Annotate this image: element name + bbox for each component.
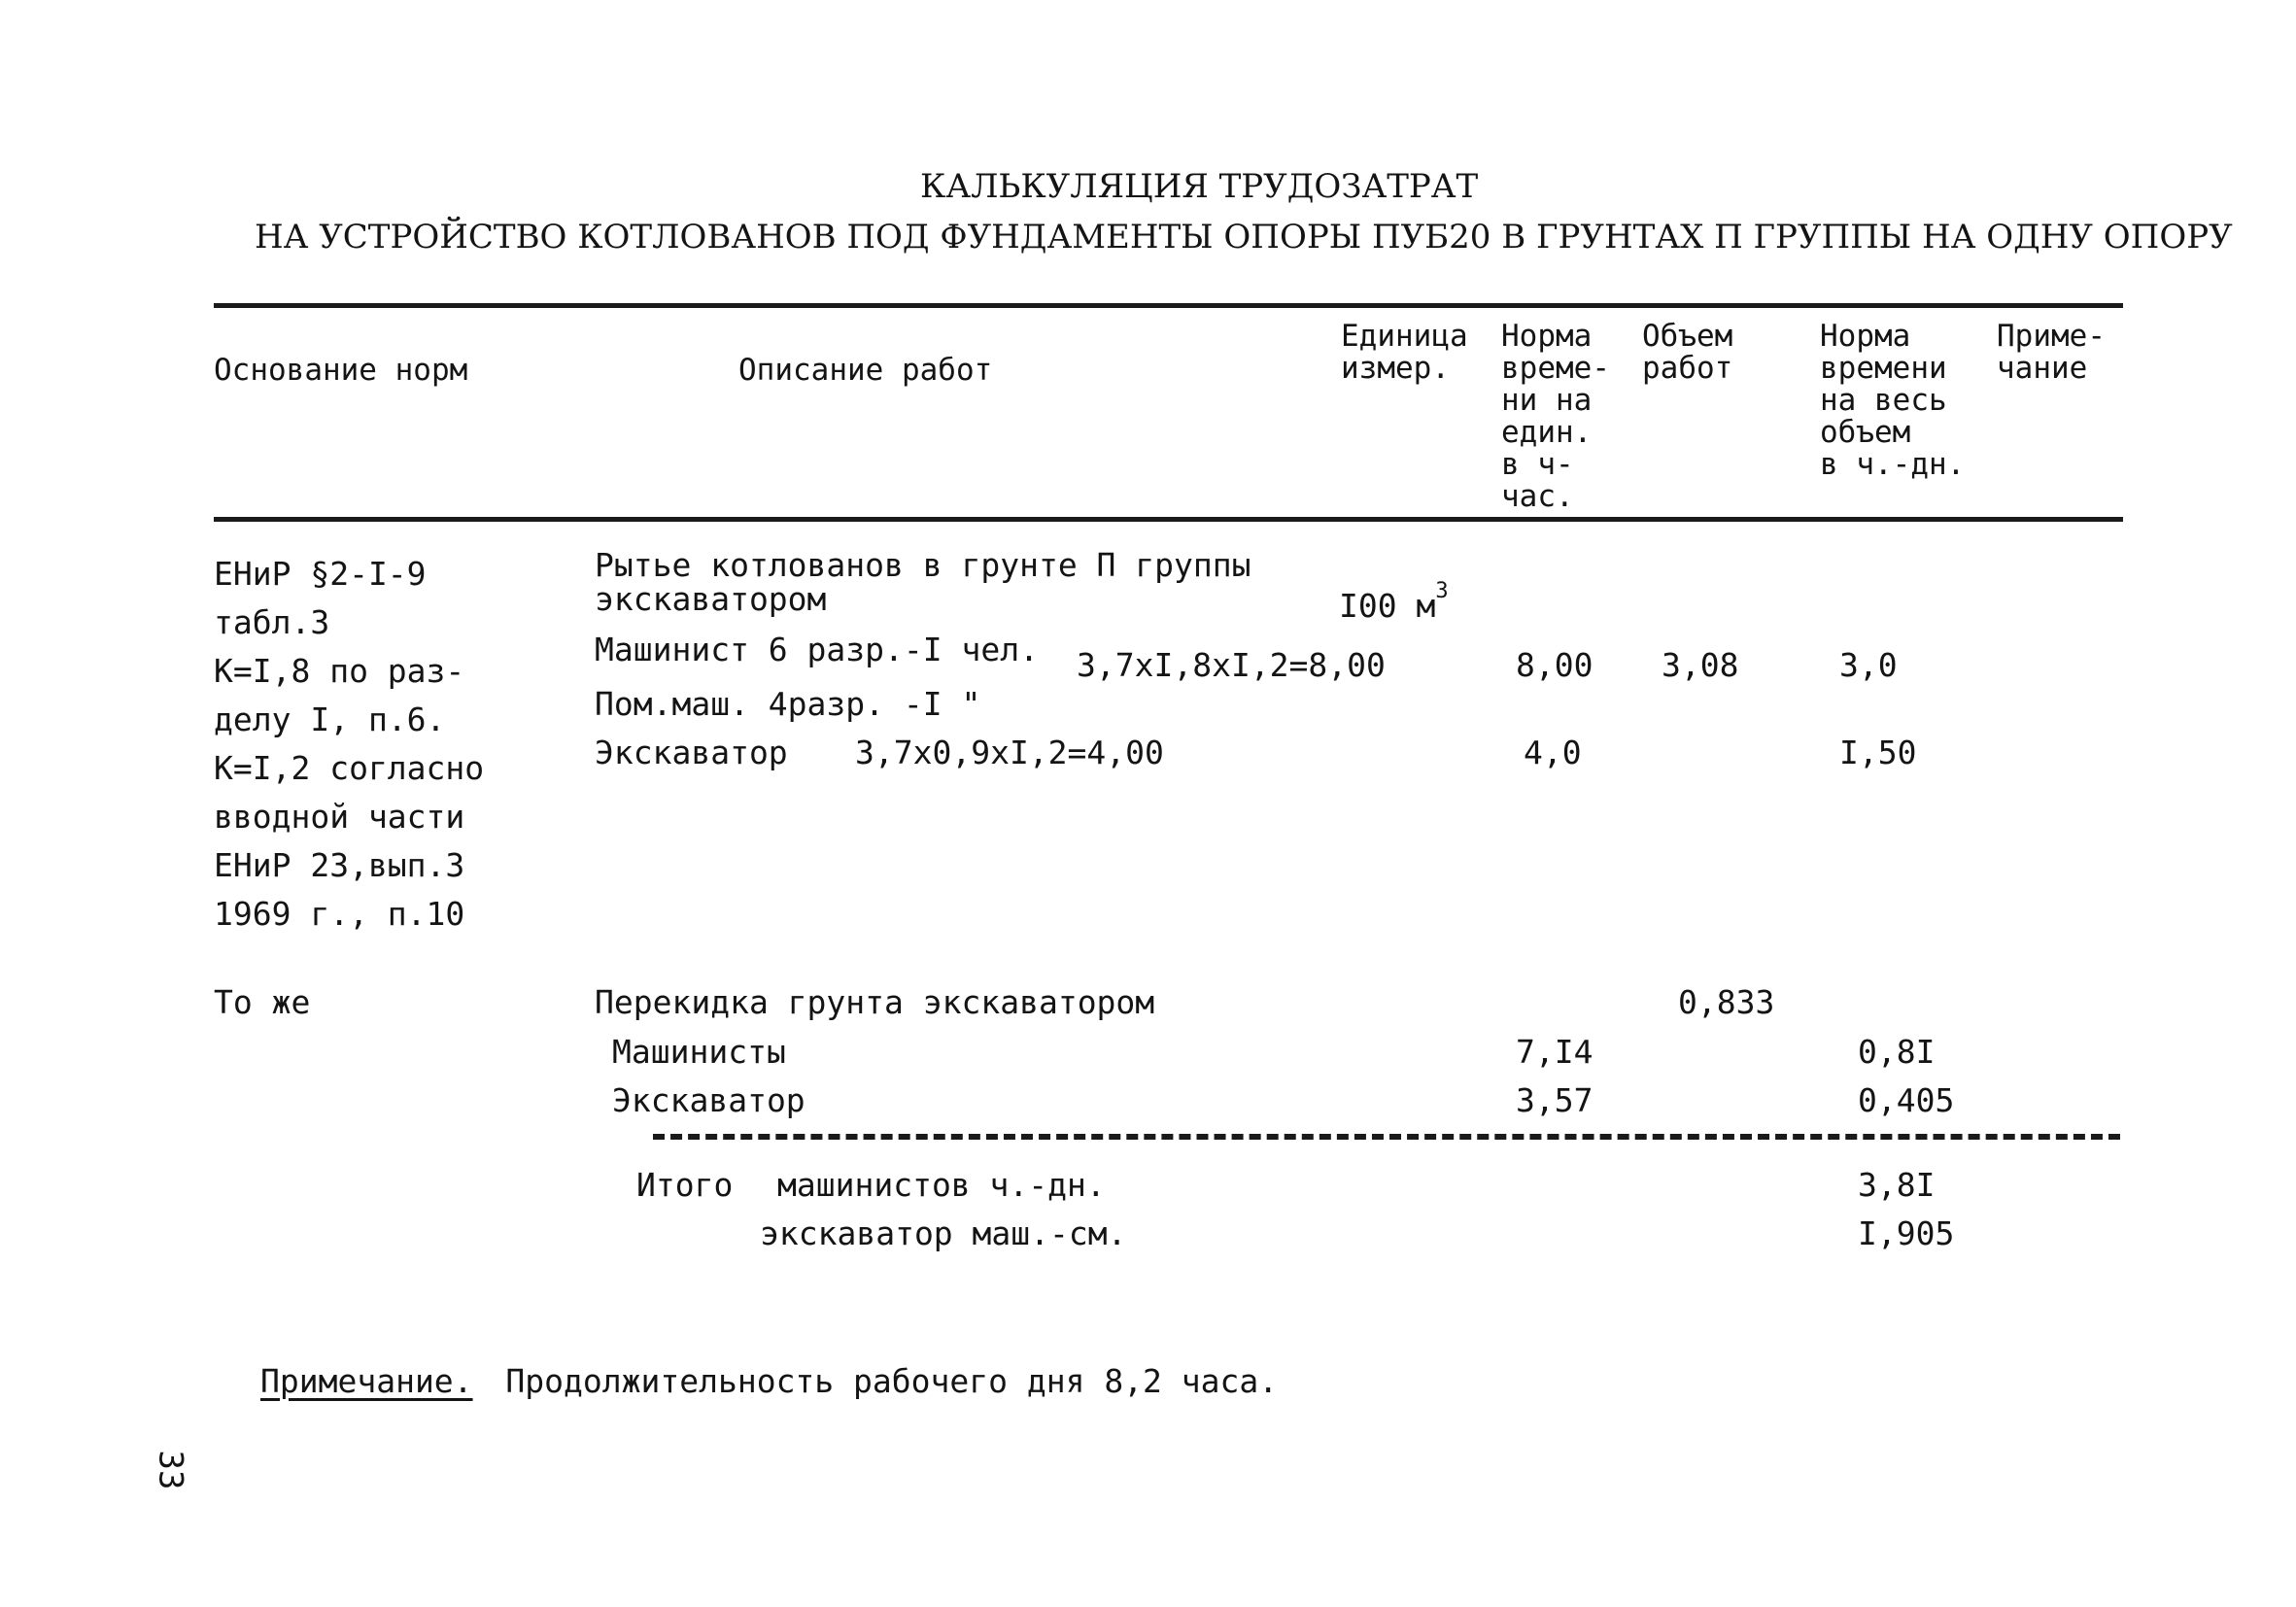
- header-note: [1997, 321, 2106, 385]
- section1-desc-line1: Рытье котлованов в грунте П группы: [595, 546, 1251, 584]
- header-note-line: чание: [1997, 351, 2088, 386]
- page-number: 33: [151, 1450, 190, 1490]
- header-norm-total: [1820, 321, 1965, 481]
- basis-line: вводной части: [214, 798, 465, 836]
- header-volume-line: Объем: [1642, 319, 1733, 354]
- section1-row-c-norm: 4,0: [1524, 734, 1582, 771]
- header-norm-total-line: в ч.-дн.: [1820, 447, 1966, 482]
- header-unit: [1341, 321, 1468, 385]
- section2-row-b-norm: 3,57: [1516, 1081, 1593, 1119]
- totals-excavator-label: экскаватор маш.-см.: [760, 1214, 1127, 1252]
- header-basis: Основание норм: [214, 353, 468, 388]
- section2-row-b-label: Экскаватор: [612, 1081, 805, 1119]
- basis-line: делу I, п.6.: [214, 701, 446, 738]
- basis-line: К=I,2 согласно: [214, 749, 485, 787]
- header-note-line: Приме-: [1997, 319, 2106, 354]
- header-bottom-rule: [214, 517, 2123, 522]
- basis-line: ЕНиР §2-I-9: [214, 555, 427, 593]
- totals-machinists-label: машинистов ч.-дн.: [777, 1166, 1106, 1204]
- header-norm-unit-line: един.: [1501, 415, 1593, 450]
- section1-row-c-calc: 3,7х0,9хI,2=4,00: [855, 734, 1164, 771]
- section1-unit: [1339, 579, 1449, 625]
- unit-superscript: 3: [1435, 579, 1449, 603]
- header-norm-total-line: времени: [1820, 351, 1947, 386]
- totals-dashed-rule: [653, 1134, 2120, 1140]
- header-norm-total-line: объем: [1820, 415, 1911, 450]
- basis-line: ЕНиР 23,вып.3: [214, 846, 465, 884]
- header-norm-unit-line: време-: [1501, 351, 1610, 386]
- section2-row-a-norm: 7,I4: [1516, 1033, 1593, 1071]
- section2-row-a-total: 0,8I: [1858, 1033, 1936, 1071]
- footnote: [260, 1362, 1279, 1400]
- header-norm-total-line: Норма: [1820, 319, 1911, 354]
- header-norm-unit-line: ни на: [1501, 383, 1593, 418]
- section1-row-c-label: Экскаватор: [595, 734, 788, 771]
- header-top-rule: [214, 303, 2123, 308]
- header-norm-total-line: на весь: [1820, 383, 1947, 418]
- header-norm-unit-line: Норма: [1501, 319, 1593, 354]
- section1-basis: [214, 550, 484, 939]
- section1-row-a-calc: 3,7хI,8хI,2=8,00: [1077, 646, 1386, 684]
- basis-line: 1969 г., п.10: [214, 895, 465, 933]
- header-norm-unit-line: в ч-: [1501, 447, 1574, 482]
- basis-line: табл.3: [214, 603, 330, 641]
- header-norm-unit-line: час.: [1501, 479, 1574, 514]
- section2-volume: 0,833: [1678, 983, 1775, 1021]
- unit-base: I00 м: [1339, 587, 1436, 625]
- section1-row-a-norm: 8,00: [1516, 646, 1593, 684]
- doc-title-line1: КАЛЬКУЛЯЦИЯ ТРУДОЗАТРАТ: [920, 167, 1479, 206]
- totals-itogo: Итого: [636, 1166, 734, 1204]
- totals-machinists-value: 3,8I: [1858, 1166, 1936, 1204]
- section1-row-a-total: 3,0: [1839, 646, 1898, 684]
- header-norm-unit: [1501, 321, 1610, 513]
- doc-title-line2: НА УСТРОЙСТВО КОТЛОВАНОВ ПОД ФУНДАМЕНТЫ ОПОРЫ ПУБ20 В ГРУНТАХ П ГРУППЫ НА ОДНУ ОПОРУ: [255, 218, 2233, 256]
- section1-row-b-label: Пом.маш. 4разр. -I ": [595, 685, 981, 723]
- footnote-text: Продолжительность рабочего дня 8,2 часа.: [505, 1362, 1279, 1400]
- section1-row-a-label: Машинист 6 разр.-I чел.: [595, 631, 1039, 668]
- header-unit-line: измер.: [1341, 351, 1450, 386]
- totals-excavator-value: I,905: [1858, 1214, 1955, 1252]
- basis-line: К=I,8 по раз-: [214, 652, 465, 690]
- header-volume: [1642, 321, 1732, 385]
- header-description: Описание работ: [738, 353, 993, 388]
- section1-desc-line2: экскаватором: [595, 580, 827, 618]
- footnote-label: Примечание.: [260, 1362, 473, 1400]
- section2-desc: Перекидка грунта экскаватором: [595, 983, 1155, 1021]
- header-volume-line: работ: [1642, 351, 1733, 386]
- section1-row-a-volume: 3,08: [1662, 646, 1739, 684]
- section1-row-c-total: I,50: [1839, 734, 1917, 771]
- section2-basis: То же: [214, 983, 311, 1021]
- header-unit-line: Единица: [1341, 319, 1468, 354]
- section2-row-b-total: 0,405: [1858, 1081, 1955, 1119]
- section2-row-a-label: Машинисты: [612, 1033, 786, 1071]
